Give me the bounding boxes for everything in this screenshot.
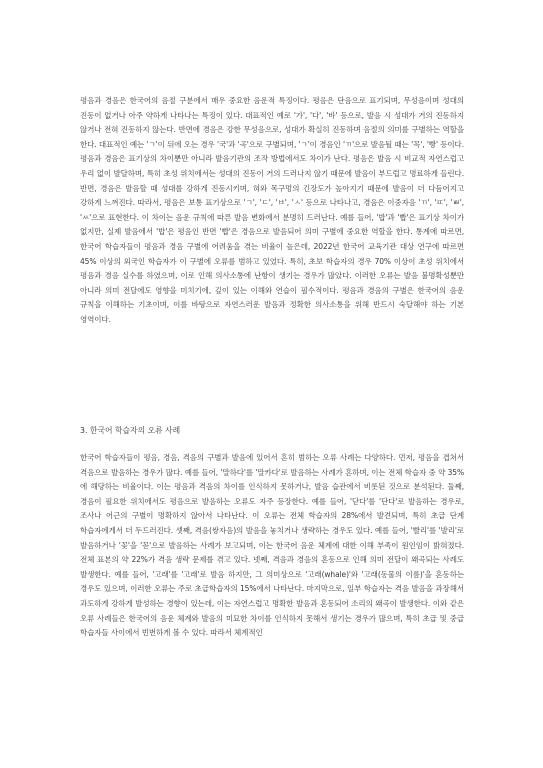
section-heading: 3. 한국어 학습자의 오류 사례: [80, 426, 181, 435]
body-paragraph-2: 한국어 학습자들이 평음, 경음, 격음의 구별과 발음에 있어서 흔히 범하는 오류 사례는 다양하다. 먼저, 평음을 겹쳐서 격음으로 발음하는 경우가 많다. 예를 들어, '말하다'를 '말카다'로 발음하는 사례가 흔하며, 이는 전체 학습자 중 약 35%에 해당하는 비율이다. 이는 평음과 격음의 차이를 인식하지 못하거나, 발음 습관에서 비롯된 것으로 분석된다. 둘째, 경음이 필요한 위치에서도 평음으로 발음하는 오류도 자주 등장한다. 예를 들어, '닫다'를 '단다'로 발음하는 경우로, 조사나 어근의 구별이 명확하지 않아서 나타난다. 이 오류는 전체 학습자의 28%에서 발견되며, 특히 초급 단계 학습자에게서 더 두드러진다. 셋째, 격음(쌍자음)의 발음을 놓치거나 생략하는 경우도 있다. 예를 들어, '빨리'를 '발리'로 발음하거나 '꽃'을 '꼳'으로 발음하는 사례가 보고되며, 이는 한국어 음운 체계에 대한 이해 부족이 원인임이 밝혀졌다. 전체 표본의 약 22%가 격음 생략 문제를 겪고 있다. 넷째, 격음과 경음의 혼동으로 인해 의미 전달이 왜곡되는 사례도 발생한다. 예를 들어, '고래'를 '고래'로 발음 하지만, 그 의미상으로 '고래(whale)'와 '고래(동물의 이름)'을 혼동하는 경우도 있으며, 이러한 오류는 주로 초급학습자의 15%에서 나타난다. 마지막으로, 일부 학습자는 격음 발음을 과장해서 과도하게 강하게 발성하는 경향이 있는데, 이는 자연스럽고 명확한 발음과 혼동되어 소리의 왜곡이 발생한다. 이와 같은 오류 사례들은 한국어의 음운 체계와 발음의 미묘한 차이를 인식하지 못해서 생기는 경우가 많으며, 특히 초급 및 중급 학습자들 사이에서 빈번하게 볼 수 있다. 따라서 체계적인: [80, 453, 464, 638]
body-paragraph-1: 평음과 경음은 한국어의 음절 구분에서 매우 중요한 음운적 특징이다. 평음은 단음으로 표기되며, 무성음이며 성대의 진동이 없거나 아주 약하게 나타나는 특징이 있다. 대표적인 예로 '가', '다', '바' 등으로, 발음 시 성대가 거의 진동하지 않거나 전혀 진동하지 않는다. 반면에 경음은 강한 무성음으로, 성대가 확실히 진동하며 음절의 의미를 구별하는 역할을 한다. 대표적인 예는 'ㄱ'이 뒤에 오는 경우 '국'과 '곡'으로 구별되며, 'ㄱ'이 경음인 'ㄲ'으로 발음될 때는 '꼭', '빵' 등이다. 평음과 경음은 표기상의 차이뿐만 아니라 발음기관의 조작 방법에서도 차이가 난다. 평음은 발음 시 비교적 자연스럽고 우리 없이 발달하며, 특히 초성 위치에서는 성대의 진동이 거의 드러나지 않기 때문에 발음이 부드럽고 명료하게 들린다. 반면, 경음은 발음할 때 성대를 강하게 진동시키며, 혀와 목구멍의 긴장도가 높아지기 때문에 발음이 더 다듬어지고 강하게 느껴진다. 따라서, 평음은 보통 표기상으로 'ㄱ', 'ㄷ', 'ㅂ', 'ㅅ' 등으로 나타나고, 경음은 이중자음 'ㄲ', 'ㄸ', 'ㅃ', 'ㅆ'으로 표현한다. 이 차이는 음운 규칙에 따른 발음 변화에서 분명히 드러난다. 예를 들어, '밥'과 '빱'은 표기상 차이가 없지만, 실제 발음에서 '밥'은 평음인 반면 '빱'은 경음으로 발음되어 의미 구별에 중요한 역할을 한다. 통계에 따르면, 한국어 학습자들이 평음과 경음 구별에 어려움을 겪는 비율이 높은데, 2022년 한국어 교육기관 대상 연구에 따르면 45% 이상의 외국인 학습자가 이 구별에 오류를 범하고 있었다. 특히, 초보 학습자의 경우 70% 이상이 초성 위치에서 평음과 경음 실수를 하였으며, 이로 인해 의사소통에 난항이 생기는 경우가 많았다. 이러한 오류는 발음 불명확성뿐만 아니라 의미 전달에도 영향을 미치기에, 깊이 있는 이해와 연습이 필수적이다. 평음과 경음의 구별은 한국어의 음운 규칙을 이해하는 기초이며, 이를 바탕으로 자연스러운 발음과 정확한 의사소통을 위해 반드시 숙달해야 하는 기본 영역이다.: [80, 96, 464, 324]
